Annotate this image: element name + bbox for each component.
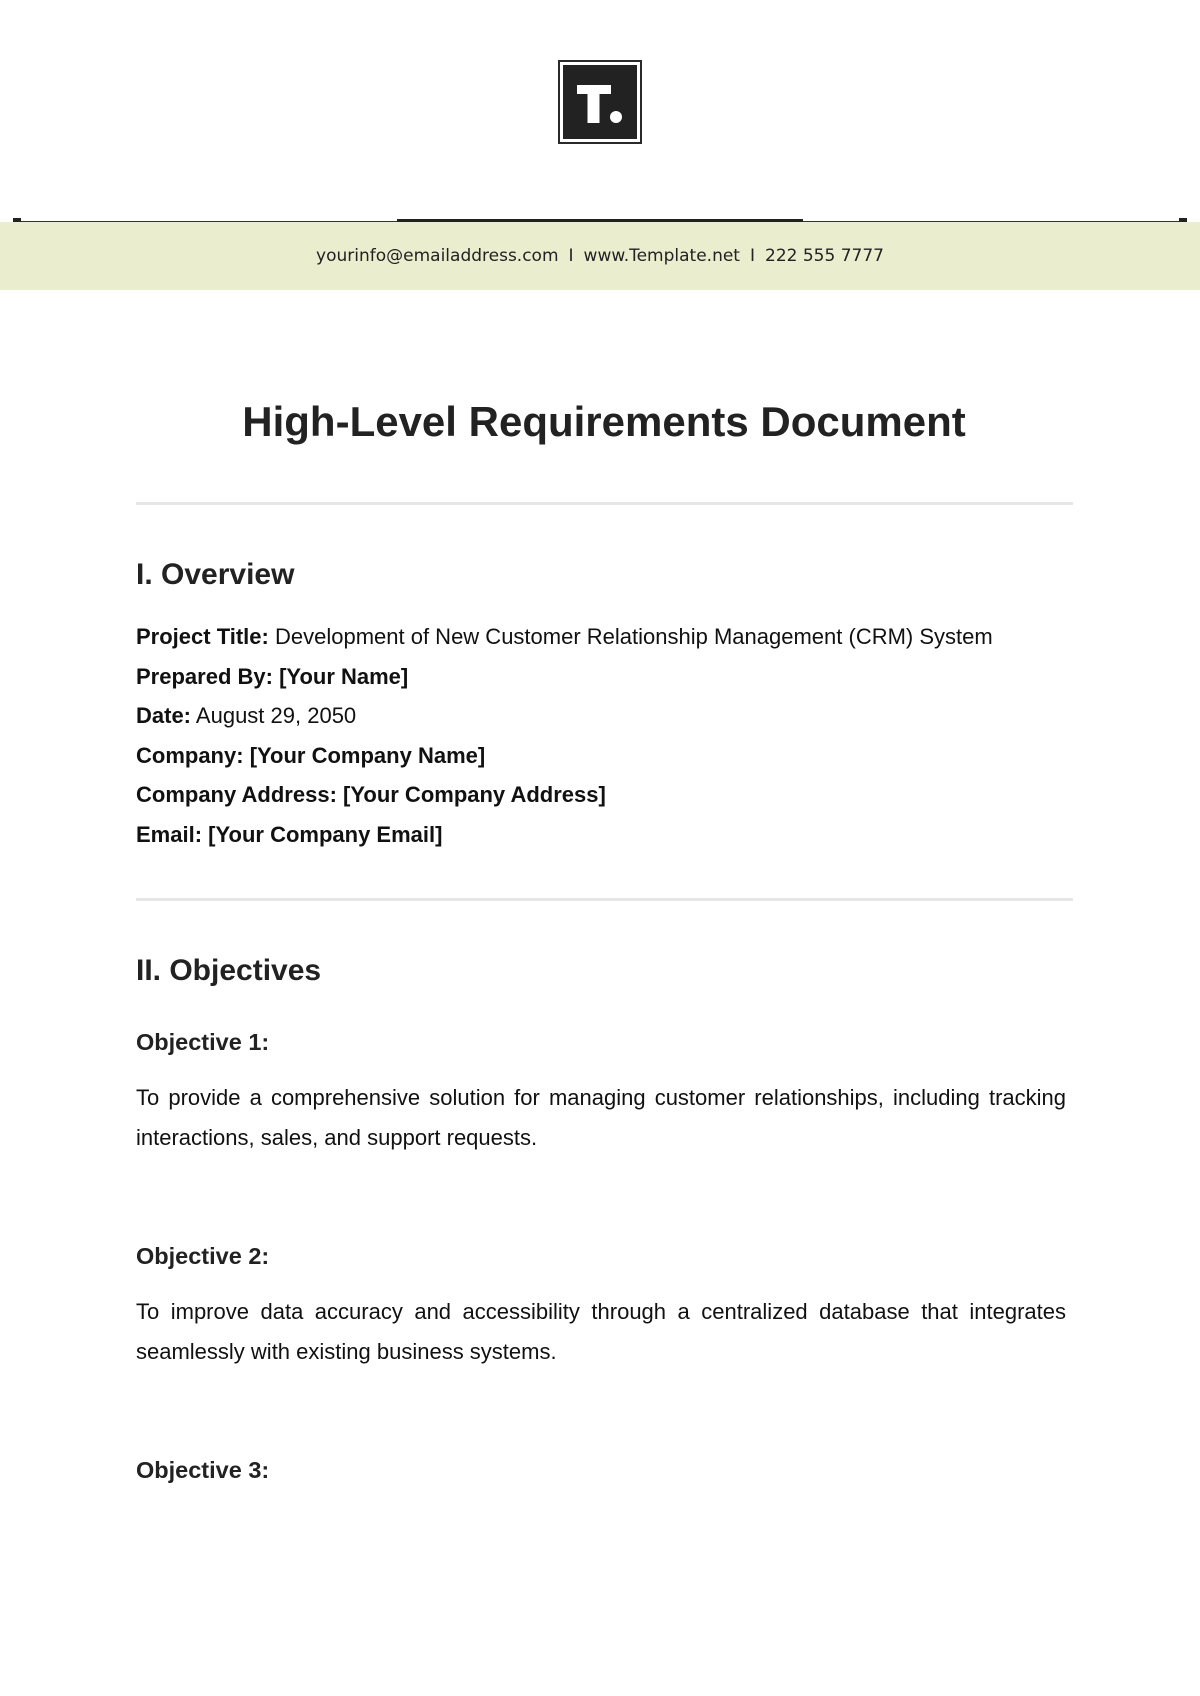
section-divider	[136, 898, 1073, 901]
logo-letter-icon	[563, 65, 637, 139]
field-prepared-by	[136, 657, 1096, 697]
section-divider	[136, 502, 1073, 505]
field-label: Company Address:	[136, 782, 337, 807]
overview-fields	[136, 617, 1096, 854]
field-value: [Your Name]	[279, 663, 409, 689]
field-value: [Your Company Email]	[208, 821, 443, 847]
objective-3-title: Objective 3:	[136, 1457, 270, 1483]
objective-1-title: Objective 1:	[136, 1029, 270, 1055]
objective-1-text: To provide a comprehensive solution for managing customer relationships, including tracking interactions, sales, and support requests.	[136, 1085, 1066, 1150]
field-company-address	[136, 775, 1096, 815]
field-company	[136, 736, 1096, 776]
objective-2-text: To improve data accuracy and accessibility through a centralized database that integrates seamlessly with existing business systems.	[136, 1299, 1066, 1364]
company-logo	[558, 60, 642, 144]
overview-heading: I. Overview	[136, 558, 295, 591]
field-label: Email:	[136, 821, 203, 847]
field-value: [Your Company Name]	[249, 742, 486, 768]
field-email	[136, 815, 1096, 855]
contact-website: www.Template.net	[583, 246, 740, 266]
contact-email: yourinfo@emailaddress.com	[316, 246, 559, 266]
objectives-heading: II. Objectives	[136, 954, 322, 987]
field-label: Date:	[136, 703, 192, 728]
document-title: High-Level Requirements Document	[242, 398, 966, 445]
field-date	[136, 696, 1096, 736]
contact-bar	[0, 222, 1200, 290]
field-value: August 29, 2050	[195, 703, 357, 728]
field-label: Company:	[136, 742, 244, 768]
logo-mark	[563, 65, 637, 139]
contact-separator: I	[749, 246, 755, 266]
field-value: [Your Company Address]	[343, 782, 606, 807]
objective-2-title: Objective 2:	[136, 1243, 270, 1269]
contact-separator: I	[568, 246, 574, 266]
field-label: Prepared By:	[136, 663, 273, 689]
field-project-title	[136, 617, 1096, 657]
field-value: Development of New Customer Relationship Management (CRM) System	[274, 624, 993, 649]
field-label: Project Title:	[136, 624, 269, 649]
contact-phone: 222 555 7777	[765, 246, 884, 266]
